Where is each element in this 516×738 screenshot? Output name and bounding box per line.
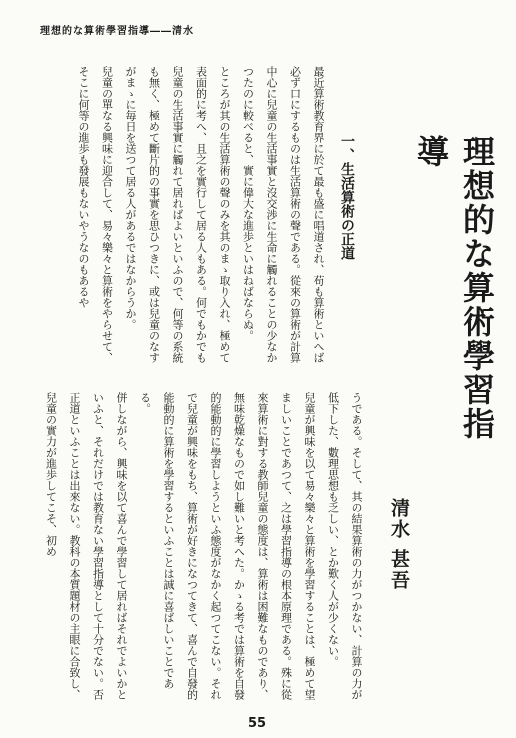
article-title: 理想的な算術學習指導 [412,135,496,441]
paragraph: 兒童が興味を以て易々樂々と算術を學習することは、極めて望ましいことであつて、之は學習指導の根本原理である。殊に從來算術に對する教師兒童の態度は、算術は困難なものであり、無味乾燥なもので如し難いと考へた。かゝる考では算術を自發的能動的に學習しようといふ態度がなかく起つてこない。それで兒童が興味をもち、算術が好きになつてきて、喜んで自發的能動的に算術を學習するといふことは誠に喜ばしいことである。 [138,392,316,700]
body-text-upper [48,66,330,368]
paragraph: 兒童の單なる興味に迎合して、易々樂々と算術をやらせて、そこに何等の進歩も發展もないやうなのもあるや [77,66,114,363]
paragraph: 併しながら、興味を以て喜んで學習して居ればそれでよいかといふと、それだけでは教育ない學習指導として十分でない。否正道といふことは出來ない。教科の本質題材の主眼に合致し、兒童の實力が進歩してこそ、初め [44,392,128,700]
paragraph: 最近算術教育界に於て最も盛に唱道され、苟も算術といへば必ず口にするものは生活算術の聲である。從來の算術が計算中心に兒童の生活事實と沒交渉に生命に觸れることの少なかつたのに較べると、實に偉大な進歩といはねばならぬ。 [241,66,325,363]
paragraph: ところが其の生活算術の聲のみを其のまゝ取り入れ、極めて表面的に考へ、且之を實行して居る人もある。何でもかでも兒童の生活事實に觸れて居ればよいといふので、何等の系統も無く、極めて斷片的の事實を思ひつきに、或は兒童のなすがまゝに毎日を送つて居る人があるではなからうか。 [124,66,231,363]
paragraph: うである。そして、其の結果算術の力がつかない、計算の力が低下した、數理思想も乏しい、とか歎く人が少くない。 [326,392,363,700]
author-name: 清水 甚吾 [388,498,410,591]
page-number: 55 [248,716,267,731]
running-header: 理想的な算術學習指導――清水 [40,26,194,37]
section-heading: 一、生活算術の正道 [339,134,355,260]
body-text-lower [44,392,368,702]
